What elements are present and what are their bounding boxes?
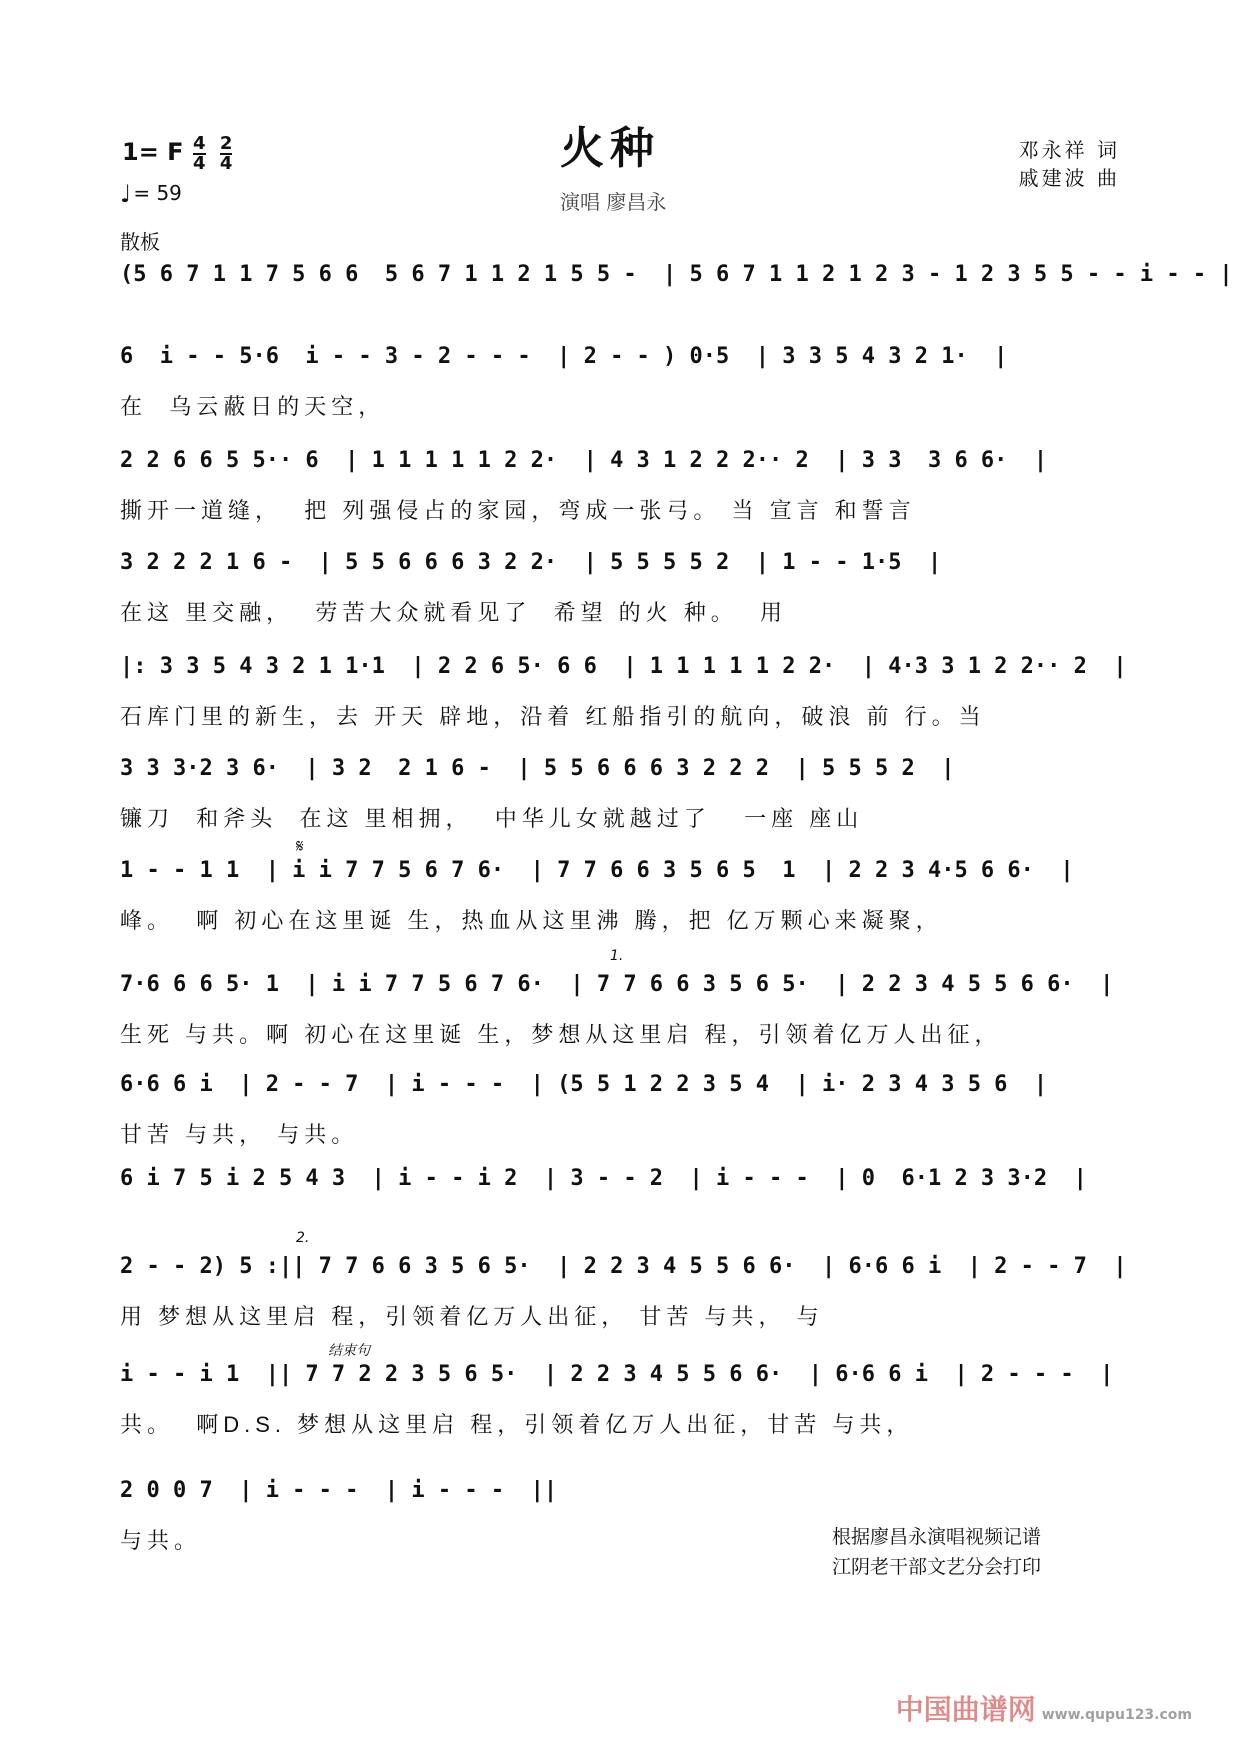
- notation-line: 6 i 7 5 i 2 5 4 3 | i - - i 2 | 3 - - 2 | i - - - | 0 6·1 2 3 3·2 |: [120, 1166, 1087, 1191]
- lyrics-line: 在 乌云蔽日的天空，: [120, 394, 386, 419]
- notation-line: 3 2 2 2 1 6 - | 5 5 6 6 6 3 2 2· | 5 5 5 5 2 | 1 - - 1·5 |: [120, 550, 942, 575]
- lyrics-line: 共。 啊D.S. 梦想从这里启 程，引领着亿万人出征，甘苦 与共，: [120, 1412, 914, 1437]
- score-row: [120, 1358, 1120, 1440]
- notation-line: 6·6 6 i | 2 - - 7 | i - - - | (5 5 1 2 2 3 5 4 | i· 2 3 4 3 5 6 |: [120, 1072, 1048, 1097]
- time-sig-top: 4: [193, 133, 206, 154]
- lyrics-line: 生死 与共。啊 初心在这里诞 生，梦想从这里启 程，引领着亿万人出征，: [120, 1022, 1002, 1047]
- score-row: [120, 1068, 1120, 1150]
- watermark-site: 中国曲谱网: [895, 1693, 1036, 1726]
- composer-credit: 戚建波 曲: [1018, 166, 1120, 190]
- time-sig-bottom: 4: [193, 153, 206, 174]
- score-row: [120, 258, 1233, 340]
- score-row: [120, 340, 1120, 422]
- lyrics-line: 甘苦 与共， 与共。: [120, 1122, 359, 1147]
- credits: [1019, 136, 1120, 192]
- notation-line: 1 - - 1 1 | i i 7 7 5 6 7 6· | 7 7 6 6 3 5 6 5 1 | 2 2 3 4·5 6 6· |: [120, 858, 1074, 883]
- quarter-note-icon: ♩: [120, 180, 132, 208]
- lyrics-line: 用 梦想从这里启 程，引领着亿万人出征， 甘苦 与共， 与: [120, 1304, 824, 1329]
- song-title: 火种: [560, 123, 660, 174]
- notation-line: 2 2 6 6 5 5·· 6 | 1 1 1 1 1 2 2· | 4 3 1 2 2 2·· 2 | 3 3 3 6 6· |: [120, 448, 1048, 473]
- time-signatures: [193, 133, 240, 174]
- score-row: [120, 968, 1120, 1050]
- time-signature-4-4: [193, 133, 206, 174]
- footer-line-2: 江阴老干部文艺分会打印: [832, 1556, 1042, 1578]
- tempo-marking: [120, 180, 182, 208]
- footer-line-1: 根据廖昌永演唱视频记谱: [832, 1526, 1042, 1548]
- lyrics-line: 在这 里交融， 劳苦大众就看见了 希望 的火 种。 用: [120, 600, 788, 625]
- score-row: [120, 752, 1120, 834]
- lyrics-line: 撕开一道缝， 把 列强侵占的家园，弯成一张弓。 当 宣言 和誓言: [120, 498, 916, 523]
- notation-line: 7·6 6 6 5· 1 | i i 7 7 5 6 7 6· | 7 7 6 6 3 5 6 5· | 2 2 3 4 5 5 6 6· |: [120, 972, 1114, 997]
- coda-label: 结束句: [328, 1343, 370, 1359]
- score-row: [120, 444, 1120, 526]
- key-signature: 1= F: [122, 138, 184, 166]
- tempo-value: = 59: [133, 181, 182, 205]
- watermark-url: www.qupu123.com: [1041, 1707, 1192, 1723]
- segno-sign: 𝄋: [296, 836, 304, 857]
- notation-line: (5 6 7 1 1 7 5 6 6 5 6 7 1 1 2 1 5 5 - | 5 6 7 1 1 2 1 2 3 - 1 2 3 5 5 - - i - - |: [120, 262, 1233, 287]
- time-sig-bottom: 4: [219, 153, 233, 174]
- time-signature-2-4: [219, 133, 233, 174]
- score-row: [120, 1162, 1120, 1244]
- site-watermark: [896, 1688, 1192, 1728]
- score-row: [120, 546, 1120, 628]
- time-sig-top: 2: [219, 133, 233, 154]
- notation-line: i - - i 1 || 7 7 2 2 3 5 6 5· | 2 2 3 4 5 5 6 6· | 6·6 6 i | 2 - - - |: [120, 1362, 1114, 1387]
- score-row: [120, 650, 1127, 732]
- performer-credit: 演唱 廖昌永: [560, 190, 667, 214]
- lyrics-line: 峰。 啊 初心在这里诞 生，热血从这里沸 腾，把 亿万颗心来凝聚，: [120, 908, 943, 933]
- notation-line: 2 0 0 7 | i - - - | i - - - ||: [120, 1478, 558, 1503]
- notation-line: 2 - - 2) 5 :|| 7 7 6 6 3 5 6 5· | 2 2 3 4 5 5 6 6· | 6·6 6 i | 2 - - 7 |: [120, 1254, 1127, 1279]
- volta-1-label: 1.: [610, 948, 624, 964]
- volta-2-label: 2.: [296, 1230, 310, 1246]
- lyrics-line: [120, 310, 1120, 340]
- lyrics-line: [120, 1214, 1120, 1244]
- lyrics-line: 石库门里的新生，去 开天 辟地，沿着 红船指引的航向，破浪 前 行。当: [120, 704, 986, 729]
- footer-note: [832, 1522, 1041, 1582]
- lyricist-credit: 邓永祥 词: [1018, 138, 1120, 162]
- notation-line: 3 3 3·2 3 6· | 3 2 2 1 6 - | 5 5 6 6 6 3 2 2 2 | 5 5 5 2 |: [120, 756, 955, 781]
- notation-line: 6 i - - 5·6 i - - 3 - 2 - - - | 2 - - ) 0·5 | 3 3 5 4 3 2 1· |: [120, 344, 1008, 369]
- lyrics-line: 与共。: [120, 1528, 202, 1553]
- sanban-marking: 散板: [120, 230, 160, 254]
- score-row: [120, 854, 1120, 936]
- notation-line: |: 3 3 5 4 3 2 1 1·1 | 2 2 6 5· 6 6 | 1 1 1 1 1 2 2· | 4·3 3 1 2 2·· 2 |: [120, 654, 1127, 679]
- score-row: [120, 1250, 1127, 1332]
- lyrics-line: 镰刀 和斧头 在这 里相拥， 中华儿女就越过了 一座 座山: [120, 806, 864, 831]
